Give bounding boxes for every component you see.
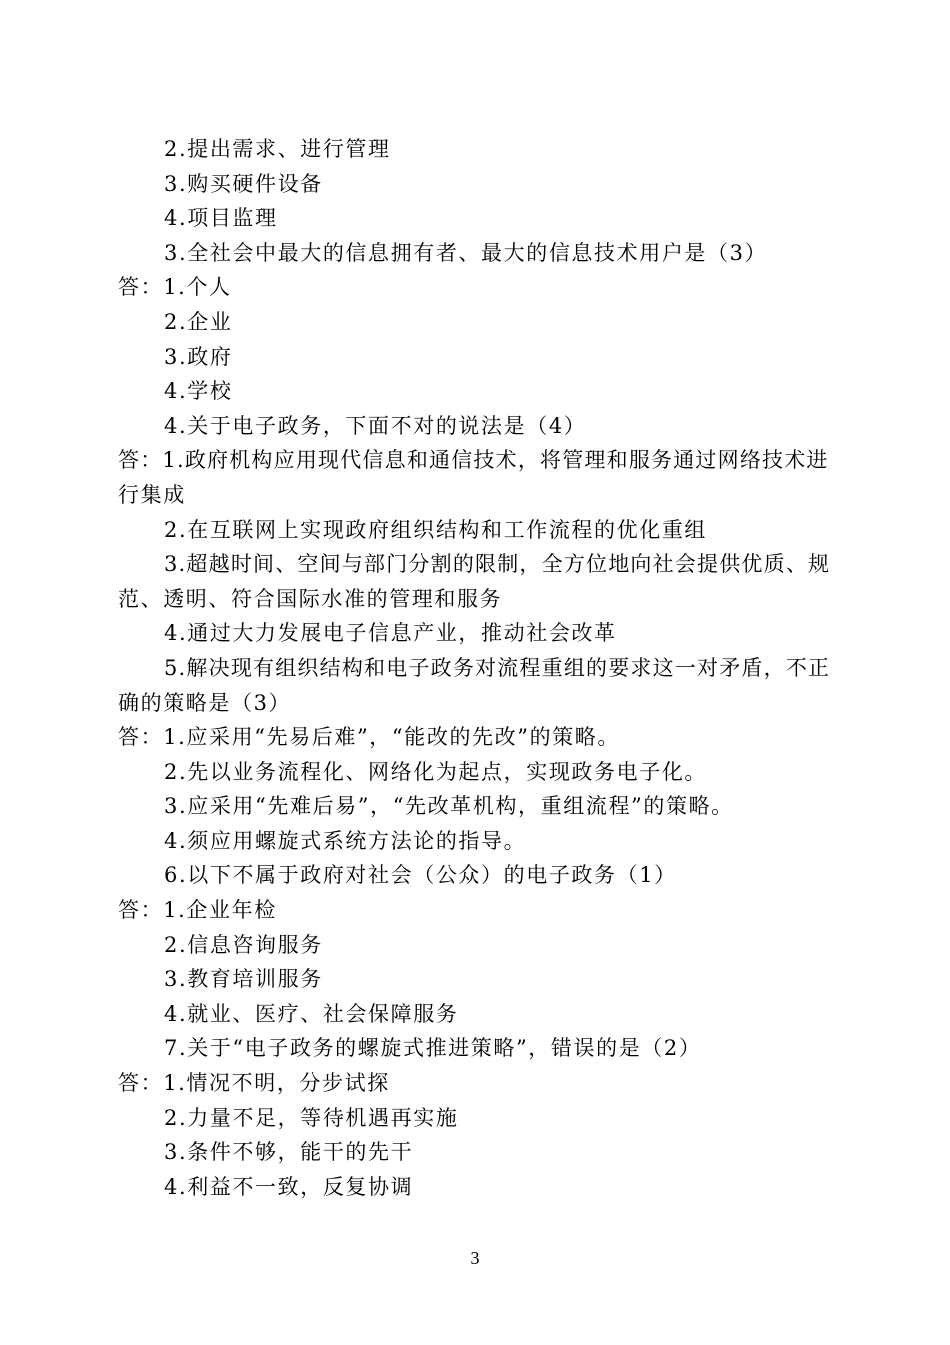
text-line: 3.超越时间、空间与部门分割的限制，全方位地向社会提供优质、规 [164,552,831,577]
question-line: 3.全社会中最大的信息拥有者、最大的信息技术用户是（3） [164,240,768,265]
text-line: 2.在互联网上实现政府组织结构和工作流程的优化重组 [164,517,708,542]
text-line: 4.须应用螺旋式系统方法论的指导。 [164,828,527,853]
answer-line: 答：1.情况不明，分步试探 [118,1071,390,1096]
text-line: 3.应采用“先难后易”，“先改革机构，重组流程”的策略。 [164,794,734,819]
text-line: 3.条件不够，能干的先干 [164,1140,414,1165]
text-line: 4.利益不一致，反复协调 [164,1174,414,1199]
text-line: 2.提出需求、进行管理 [164,137,391,161]
answer-line: 答：1.企业年检 [118,898,277,923]
question-line: 7.关于“电子政务的螺旋式推进策略”，错误的是（2） [164,1036,702,1061]
text-line: 4.就业、医疗、社会保障服务 [164,1001,459,1026]
page-number: 3 [470,1248,480,1268]
text-line: 行集成 [118,482,186,507]
text-line: 2.力量不足，等待机遇再实施 [164,1105,459,1130]
answer-line: 答：1.应采用“先易后难”，“能改的先改”的策略。 [118,725,620,750]
text-line: 2.先以业务流程化、网络化为起点，实现政务电子化。 [164,759,708,784]
text-line: 3.政府 [164,344,233,369]
text-line: 3.购买硬件设备 [164,171,323,196]
question-line: 6.以下不属于政府对社会（公众）的电子政务（1） [164,863,677,888]
answer-line: 答：1.个人 [118,275,232,300]
question-line: 5.解决现有组织结构和电子政务对流程重组的要求这一对矛盾，不正 [164,655,831,680]
question-line: 4.关于电子政务，下面不对的说法是（4） [164,413,587,438]
text-line: 2.信息咨询服务 [164,932,323,957]
text-line: 范、透明、符合国际水准的管理和服务 [118,586,503,611]
text-line: 3.教育培训服务 [164,967,323,992]
question-line: 确的策略是（3） [118,690,292,715]
text-line: 4.通过大力发展电子信息产业，推动社会改革 [164,621,617,646]
text-line: 2.企业 [164,309,233,334]
text-line: 4.项目监理 [164,206,278,231]
answer-line: 答：1.政府机构应用现代信息和通信技术，将管理和服务通过网络技术进 [118,448,829,473]
document-body [118,132,836,1204]
text-line: 4.学校 [164,379,233,404]
